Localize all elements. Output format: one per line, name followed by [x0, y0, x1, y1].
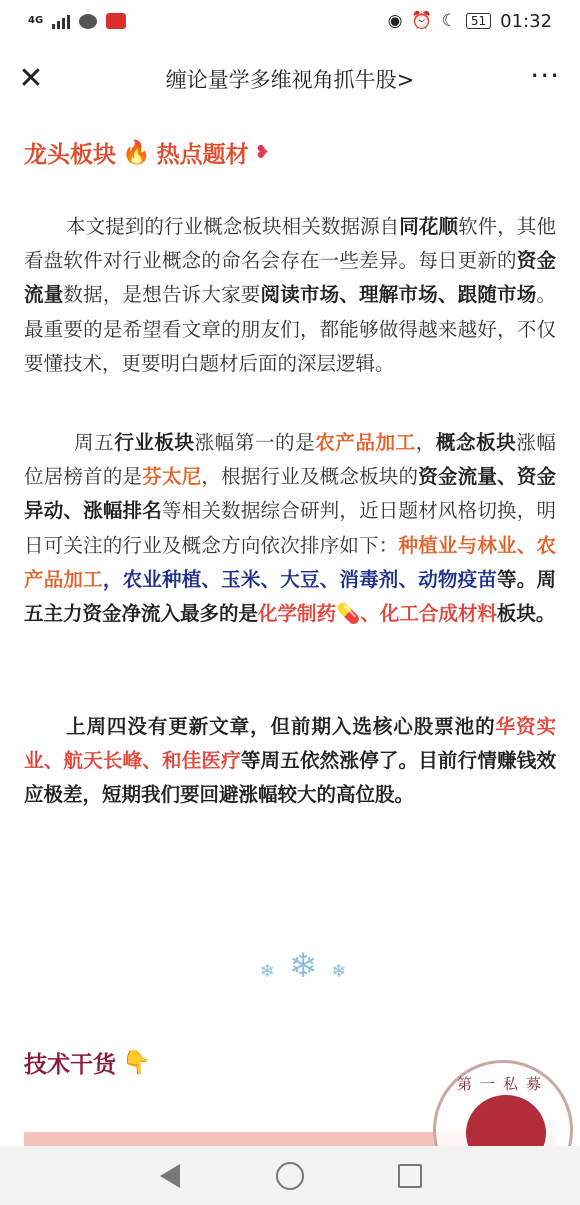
paragraph-sectors	[24, 426, 556, 631]
highlight-concepts: 农业种植、玉米、大豆、消毒剂、动物疫苗	[122, 567, 498, 591]
paragraph-stock-pool	[24, 710, 556, 813]
status-left	[28, 13, 126, 29]
snowflake-icon: ❄	[288, 946, 332, 986]
section-title-tech	[24, 1046, 151, 1079]
article-body	[0, 116, 580, 1146]
section-title-text-2: 热点题材	[156, 142, 249, 168]
pill-emoji: 💊	[336, 602, 361, 626]
moon-icon: ☾	[441, 11, 457, 31]
back-nav-icon[interactable]	[156, 1162, 184, 1190]
watermark-top-text: 第一私募	[456, 1075, 549, 1093]
text: 涨幅第一的是	[194, 431, 316, 454]
eye-icon: ◉	[387, 11, 403, 31]
bold-text: 行业板块	[114, 431, 195, 454]
bold-text: 上周四没有更新文章，但前期入选核心股票池的	[66, 715, 496, 738]
close-icon[interactable]: ✕	[18, 61, 44, 96]
highlight-top-inflow: 化学制药	[258, 602, 337, 626]
page-title-text: 缠论量学多维视角抓牛股	[165, 68, 397, 92]
recents-nav-icon[interactable]	[396, 1162, 424, 1190]
system-nav-bar	[0, 1146, 580, 1205]
bold-text: 资金流量	[24, 249, 556, 307]
highlight-top-inflow-2: 、化工合成材料	[360, 602, 497, 626]
home-nav-icon[interactable]	[276, 1162, 304, 1190]
section-title-text: 技术干货	[24, 1052, 116, 1078]
chevron-right-icon: >	[396, 68, 415, 92]
text: 周五	[74, 431, 115, 454]
wechat-notification-icon	[79, 14, 97, 29]
highlight-stocks: 华资实业、航天长峰、和佳医疗	[24, 715, 556, 773]
alarm-icon: ⏰	[411, 11, 433, 31]
pointing-hand-emoji: 👇	[122, 1050, 151, 1076]
clock: 01:32	[500, 10, 552, 32]
text: 涨幅位居榜首的是	[24, 431, 556, 489]
app-header	[0, 42, 580, 116]
battery-icon: 51	[466, 13, 491, 29]
snowflake-icon: ❄	[331, 961, 361, 982]
bold-text: 阅读市场、理解市场、跟随市场	[260, 283, 537, 307]
section-title-text: 龙头板块	[24, 142, 116, 168]
paragraph-intro	[24, 210, 556, 381]
section-title-hot	[24, 136, 270, 169]
text: 本文提到的行业概念板块相关数据源自	[66, 215, 400, 238]
app-notification-icon	[106, 13, 126, 29]
text: ，根据行业及概念板块的	[201, 465, 419, 489]
bold-text: 等。周五主力资金净流入最多的是	[24, 567, 556, 626]
highlight-sector: 农产品加工	[315, 431, 416, 454]
text: 。最重要的是希望看文章的朋友们，都能够做得越来越好，不仅要懂技术，更要明白题材后面的深层逻辑。	[24, 283, 556, 375]
bold-text: 概念板块	[435, 431, 517, 454]
heart-decoration-icon: ❥	[254, 142, 270, 163]
highlight-concept: 芬太尼	[142, 465, 202, 489]
fire-emoji: 🔥	[122, 140, 151, 166]
signal-icon	[52, 13, 70, 29]
text: 数据，是想告诉大家要	[63, 283, 261, 307]
network-label: 4G	[28, 15, 44, 26]
page-title[interactable]	[0, 61, 580, 96]
bold-text: 资金流量、资金异动、涨幅排名	[24, 465, 556, 523]
bold-text: 板块。	[496, 602, 556, 626]
more-icon[interactable]: ···	[530, 59, 560, 92]
snowflake-divider	[200, 946, 420, 986]
highlight-industries: 种植业与林业、农产品加工	[24, 533, 556, 591]
status-bar	[0, 0, 580, 42]
text: 软件，其他看盘软件对行业概念的命名会存在一些差异。每日更新的	[24, 215, 556, 273]
text: ，	[415, 431, 436, 454]
status-right	[388, 11, 552, 32]
snowflake-icon: ❄	[259, 961, 289, 982]
text: ，	[102, 567, 123, 591]
bold-text: 等周五依然涨停了。目前行情赚钱效应极差，短期我们要回避涨幅较大的高位股。	[24, 749, 556, 807]
bold-text: 同花顺	[399, 215, 459, 238]
text: 等相关数据综合研判，近日题材风格切换，明日可关注的行业及概念方向依次排序如下：	[24, 499, 556, 557]
